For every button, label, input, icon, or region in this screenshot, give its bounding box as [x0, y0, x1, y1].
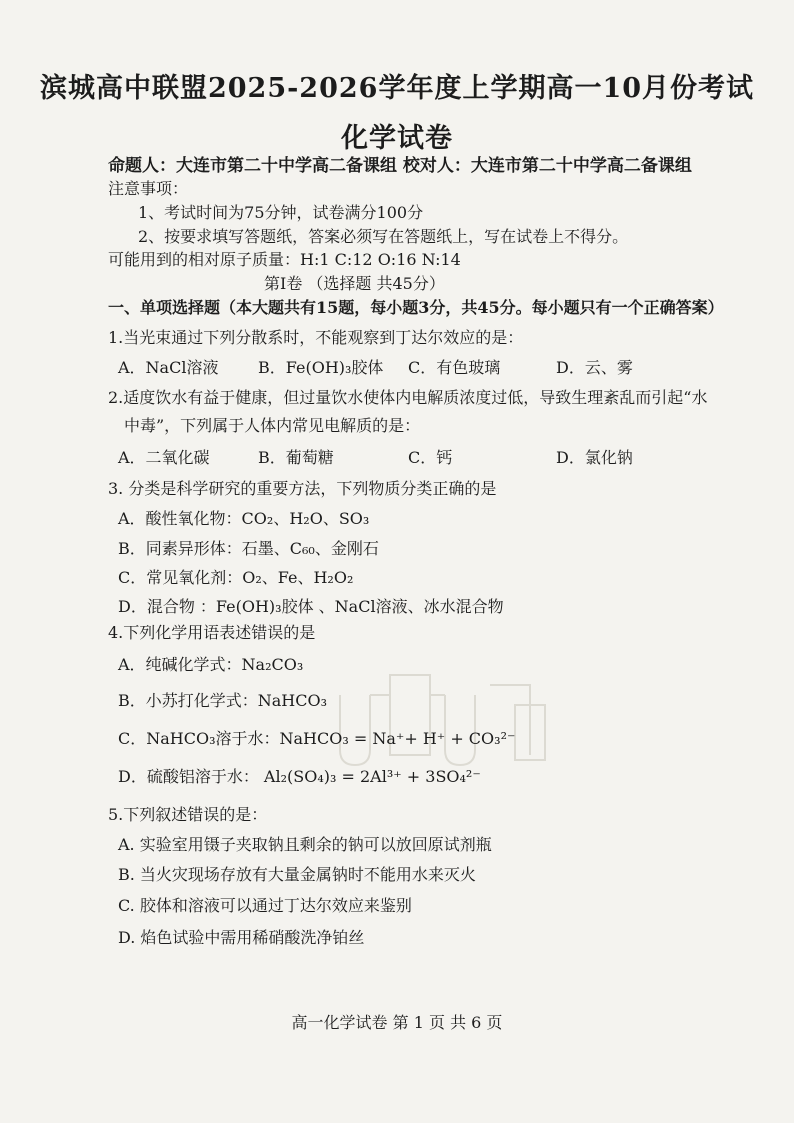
q4-option-c: C．NaHCO₃溶于水：NaHCO₃ = Na⁺+ H⁺ + CO₃²⁻ — [118, 729, 516, 748]
show-through-apparatus-drawing — [320, 655, 550, 775]
q2-stem-line1: 2.适度饮水有益于健康，但过量饮水使体内电解质浓度过低，导致生理紊乱而引起“水 — [108, 388, 708, 407]
q3-option-c: C．常见氧化剂：O₂、Fe、H₂O₂ — [118, 568, 354, 587]
q5-option-a: A. 实验室用镊子夹取钠且剩余的钠可以放回原试剂瓶 — [118, 835, 492, 854]
q2-stem-line2: 中毒”，下列属于人体内常见电解质的是： — [124, 416, 421, 435]
q5-option-c: C. 胶体和溶液可以通过丁达尔效应来鉴别 — [118, 896, 412, 915]
q3-option-b: B．同素异形体：石墨、C₆₀、金刚石 — [118, 539, 379, 558]
q3-option-d: D．混合物 ：Fe(OH)₃胶体 、NaCl溶液、冰水混合物 — [118, 597, 504, 616]
q1-option-b: B．Fe(OH)₃胶体 — [258, 358, 384, 377]
atomic-masses: 可能用到的相对原子质量：H:1 C:12 O:16 N:14 — [108, 250, 461, 269]
q1-stem: 1.当光束通过下列分散系时，不能观察到丁达尔效应的是： — [108, 328, 524, 347]
q4-option-b: B．小苏打化学式：NaHCO₃ — [118, 691, 328, 710]
q4-stem: 4.下列化学用语表述错误的是 — [108, 623, 316, 642]
q2-option-d: D．氯化钠 — [556, 448, 633, 467]
q1-option-c: C．有色玻璃 — [408, 358, 501, 377]
q2-option-c: C．钙 — [408, 448, 453, 467]
q4-option-d: D．硫酸铝溶于水： Al₂(SO₄)₃ = 2Al³⁺ + 3SO₄²⁻ — [118, 767, 481, 786]
exam-subtitle: 化学试卷 — [341, 123, 453, 154]
q5-option-d: D. 焰色试验中需用稀硝酸洗净铂丝 — [118, 928, 365, 947]
authors-line: 命题人：大连市第二十中学高二备课组 校对人：大连市第二十中学高二备课组 — [108, 156, 692, 176]
notice-heading: 注意事项： — [108, 179, 189, 198]
notice-item-1: 1、考试时间为75分钟，试卷满分100分 — [138, 203, 424, 222]
q5-option-b: B. 当火灾现场存放有大量金属钠时不能用水来灭火 — [118, 865, 476, 884]
q2-option-b: B．葡萄糖 — [258, 448, 334, 467]
q1-option-a: A．NaCl溶液 — [118, 358, 219, 377]
q5-stem: 5.下列叙述错误的是： — [108, 805, 268, 824]
exam-title: 滨城高中联盟2025-2026学年度上学期高一10月份考试 — [39, 73, 755, 104]
q2-option-a: A．二氧化碳 — [118, 448, 210, 467]
section-heading: 一、单项选择题（本大题共有15题，每小题3分，共45分。每小题只有一个正确答案） — [108, 298, 724, 317]
q3-option-a: A．酸性氧化物：CO₂、H₂O、SO₃ — [118, 509, 370, 528]
q3-stem: 3. 分类是科学研究的重要方法，下列物质分类正确的是 — [108, 479, 497, 498]
q4-option-a: A．纯碱化学式：Na₂CO₃ — [118, 655, 304, 674]
q1-option-d: D．云、雾 — [556, 358, 633, 377]
notice-item-2: 2、按要求填写答题纸，答案必须写在答题纸上，写在试卷上不得分。 — [138, 227, 629, 246]
volume-heading: 第Ⅰ卷 （选择题 共45分） — [264, 274, 445, 293]
page-footer: 高一化学试卷 第 1 页 共 6 页 — [291, 1013, 503, 1032]
